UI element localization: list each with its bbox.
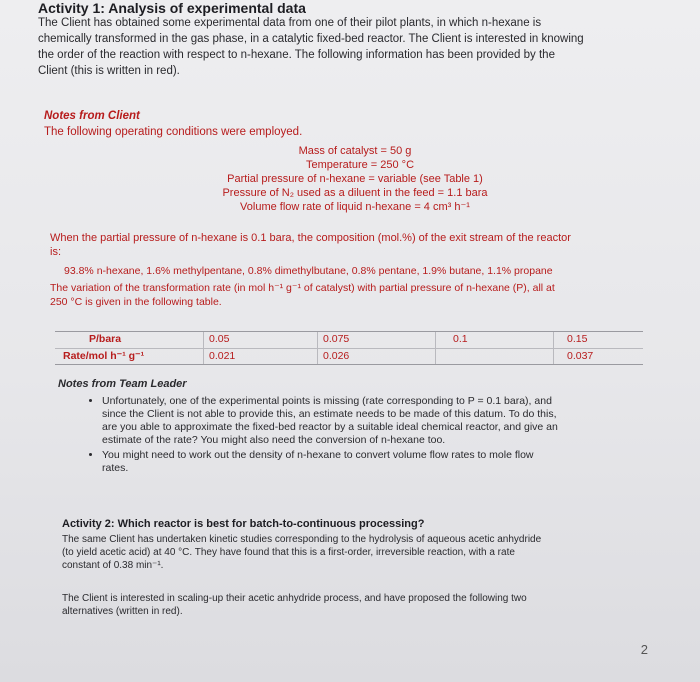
exit-composition: 93.8% n-hexane, 1.6% methylpentane, 0.8% dimethylbutane, 0.8% pentane, 1.9% butane, 1.1% propane [64, 265, 553, 277]
table-row [55, 332, 643, 347]
condition-volume-flow: Volume flow rate of liquid n-hexane = 4 cm³ h⁻¹ [240, 201, 470, 213]
scaleup-line: The Client is interested in scaling-up their acetic anhydride process, and have proposed the following two [62, 593, 527, 604]
conditions-intro: The following operating conditions were employed. [44, 126, 303, 138]
activity2-line: (to yield acetic acid) at 40 °C. They have found that this is a first-order, irreversible reaction, with a rate [62, 547, 515, 558]
p-value: 0.05 [209, 333, 230, 345]
p-value: 0.075 [323, 333, 350, 345]
client-notes-title: Notes from Client [44, 110, 140, 122]
rate-value: 0.026 [323, 350, 350, 362]
activity1-intro [38, 15, 668, 79]
rate-value: 0.021 [209, 350, 236, 362]
note-line: since the Client is not able to provide this, an estimate needs to be made of this datum. To do this, [102, 408, 557, 420]
composition-line: When the partial pressure of n-hexane is 0.1 bara, the composition (mol.%) of the exit stream of the reactor [50, 232, 571, 244]
note-line: • You might need to work out the density of n-hexane to convert volume flow rates to mole flow [102, 449, 534, 461]
p-value: 0.1 [453, 333, 468, 345]
activity2-line: The same Client has undertaken kinetic studies corresponding to the hydrolysis of aqueous acetic anhydride [62, 534, 542, 545]
scaleup-line: alternatives (written in red). [62, 606, 183, 617]
composition-intro [50, 231, 680, 259]
team-note-2 [102, 449, 658, 475]
header-rate: Rate/mol h⁻¹ g⁻¹ [63, 350, 145, 362]
activity2-title: Activity 2: Which reactor is best for batch-to-continuous processing? [62, 518, 425, 530]
condition-n2-pressure: Pressure of N₂ used as a diluent in the feed = 1.1 bara [222, 187, 488, 199]
rate-table [55, 331, 643, 365]
condition-mass: Mass of catalyst = 50 g [298, 145, 412, 157]
operating-conditions [0, 144, 700, 214]
composition-line: is: [50, 246, 61, 258]
note-line: • Unfortunately, one of the experimental points is missing (rate corresponding to P = 0.1 bara), and [102, 395, 552, 407]
team-notes-list [78, 395, 658, 477]
scaleup-text [62, 592, 662, 618]
variation-line: 250 °C is given in the following table. [50, 296, 222, 308]
note-line: estimate of the rate? You might also need the conversion of n-hexane too. [102, 434, 446, 446]
note-line: are you able to approximate the fixed-bed reactor by a suitable ideal chemical reactor, and give an [102, 421, 558, 433]
intro-line: chemically transformed in the gas phase, in a catalytic fixed-bed reactor. The Client is interested in knowing [38, 33, 584, 45]
note-line: rates. [102, 462, 129, 474]
team-note-1 [102, 395, 658, 447]
variation-line: The variation of the transformation rate (in mol h⁻¹ g⁻¹ of catalyst) with partial pressure of n-hexane (P), all at [50, 282, 555, 294]
intro-line: Client (this is written in red). [38, 65, 180, 77]
activity2-text [62, 533, 662, 572]
condition-temperature: Temperature = 250 °C [305, 159, 415, 171]
rate-value: 0.037 [567, 350, 594, 362]
condition-partial-pressure: Partial pressure of n-hexane = variable (see Table 1) [227, 173, 483, 185]
intro-line: The Client has obtained some experimental data from one of their pilot plants, in which n-hexane is [38, 17, 542, 29]
activity1-title: Activity 1: Analysis of experimental data [38, 0, 306, 16]
p-value: 0.15 [567, 333, 588, 345]
table-row [55, 348, 643, 364]
team-notes-title: Notes from Team Leader [58, 378, 187, 390]
header-p: P/bara [89, 333, 122, 345]
page-number: 2 [640, 642, 648, 657]
variation-text [50, 281, 660, 309]
activity2-line: constant of 0.38 min⁻¹. [62, 560, 164, 571]
intro-line: the order of the reaction with respect to n-hexane. The following information has been provided by the [38, 49, 555, 61]
